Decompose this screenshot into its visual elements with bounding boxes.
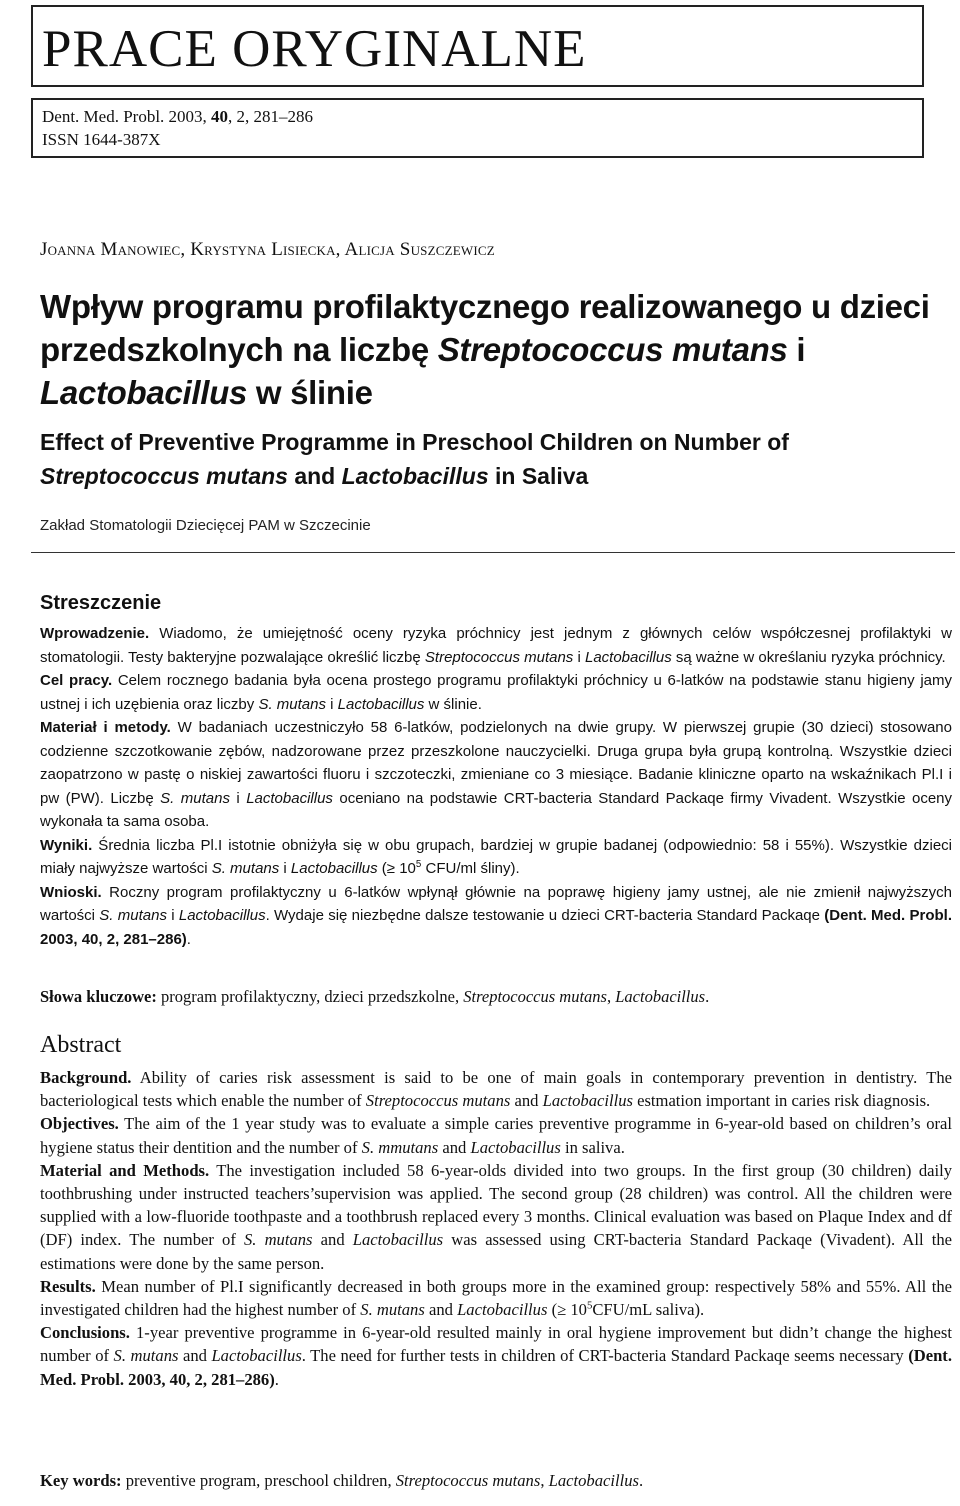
title-pl-species2: Lactobacillus xyxy=(40,374,247,411)
article-title-en xyxy=(40,425,940,493)
title-en-part1: Effect of Preventive Programme in Preschool Children on Number of xyxy=(40,429,789,455)
keywords-pl: Słowa kluczowe: program profilaktyczny, dzieci przedszkolne, Streptococcus mutans, Lactobacillus. xyxy=(40,987,710,1006)
results-paragraph: Results. Mean number of Pl.I significantly decreased in both groups more in the examined group: respectively 58% and 55%. All the investigated children had the highest number of S. mutans and Lactobacillus (≥ $10^5CFU/mL$ saliva). xyxy=(40,1276,952,1320)
section-title: PRACE ORYGINALNE xyxy=(42,20,587,78)
authors: Joanna Manowiec, Krystyna Lisiecka, Alicja Suszczewicz xyxy=(40,239,495,260)
title-pl-part1: Wpływ programu profilaktycznego realizowanego u dzieci przedszkolnych na liczbę xyxy=(40,288,930,368)
wprowadzenie-paragraph: Wprowadzenie. Wiadomo, że umiejętność oceny ryzyka próchnicy jest jednym z głównych celów współczesnej profilaktyki w stomatologii. Testy bakteryjne pozwalające określić liczbę Streptococcus mutans i Lactobacillus są ważne w określaniu ryzyka próchnicy. xyxy=(40,625,952,666)
title-en-part2: in Saliva xyxy=(488,463,589,489)
conclusions-paragraph: Conclusions. 1-year preventive programme in 6-year-old resulted mainly in oral hygiene improvement but didn’t change the highest number of S. mutans and Lactobacillus. The need for further tests in children of CRT-bacteria Standard Packaqe seems necessary (Dent. Med. Probl. 2003, 40, 2, 281–286). xyxy=(40,1323,952,1389)
wyniki-paragraph: Wyniki. Średnia liczba Pl.I istotnie obniżyła się w obu grupach, bardziej w grupie badanej (odpowiednio: 58 i 55%). Wszystkie dzieci miały najwyższe wartości S. mutans i Lactobacillus (≥ $10^5$ CFU/ml śliny). xyxy=(40,836,952,877)
title-pl-part2: w ślinie xyxy=(247,374,373,411)
citation-box xyxy=(31,98,924,158)
streszczenie-body xyxy=(40,622,952,951)
section-title-box xyxy=(31,5,924,87)
background-paragraph: Background. Ability of caries risk assessment is said to be one of main goals in contemporary prevention in dentistry. The bacteriological tests which enable the number of Streptococcus mutans and Lactobacillus estmation important in caries risk diagnosis. xyxy=(40,1068,952,1111)
issn: ISSN 1644-387X xyxy=(42,130,161,149)
title-en-conj: and xyxy=(287,463,342,489)
keywords-en: Key words: preventive program, preschool children, Streptococcus mutans, Lactobacillus. xyxy=(40,1471,644,1490)
article-title-pl xyxy=(40,285,940,414)
journal-citation xyxy=(42,106,313,128)
methods-paragraph: Material and Methods. The investigation included 58 6-year-olds divided into two groups. In the first group (30 children) daily toothbrushing under instructed teachers’supervision was applied. The second group (28 children) was control. All the children were supplied with a low-fluoride toothpaste and a toothbrush replaced every 3 months. Clinical evaluation was based on Plaque Index and df (DF) index. The number of S. mutans and Lactobacillus was assessed using CRT-bacteria Standard Packaqe (Vivadent). All the estimations were done by the same person. xyxy=(40,1160,952,1273)
streszczenie-heading: Streszczenie xyxy=(40,592,162,614)
title-en-species2: Lactobacillus xyxy=(341,463,489,489)
abstract-heading: Abstract xyxy=(40,1032,122,1058)
header-divider xyxy=(31,552,955,553)
title-pl-species1: Streptococcus mutans xyxy=(437,331,788,368)
material-paragraph: Materiał i metody. W badaniach uczestniczyło 58 6-latków, podzielonych na dwie grupy. W pierwszej grupie (30 dzieci) stosowano codzienne szczotkowanie zębów, nadzorowane przez przeszkolone nauczycielki. Druga grupa była grupą kontrolną. Wszystkie dzieci zaopatrzono w pastę o niskiej zawartości fluoru i szczoteczki, zmieniane co 3 miesiące. Badanie kliniczne oparto na wskaźnikach Pl.I i pw (PW). Liczbę S. mutans i Lactobacillus oceniano na podstawie CRT-bacteria Standard Packaqe firmy Vivadent. Wszystkie oceny wykonała ta sama osoba. xyxy=(40,719,953,830)
wnioski-paragraph: Wnioski. Roczny program profilaktyczny u 6-latków wpłynął głównie na poprawę higieny jamy ustnej, ale nie zmienił najwyższych wartości S. mutans i Lactobacillus. Wydaje się niezbędne dalsze testowanie u dzieci CRT-bacteria Standard Packaqe (Dent. Med. Probl. 2003, 40, 2, 281–286). xyxy=(40,883,952,948)
objectives-paragraph: Objectives. The aim of the 1 year study was to evaluate a simple caries preventive programme in 6-year-old based on children’s oral hygiene status their dentition and the number of S. mmutans and Lactobacillus in saliva. xyxy=(40,1114,952,1157)
cel-paragraph: Cel pracy. Celem rocznego badania była ocena prostego programu profilaktyki próchnicy u 6-latków na podstawie stanu higieny jamy ustnej i ich uzębienia oraz liczby S. mutans i Lactobacillus w ślinie. xyxy=(40,672,953,713)
citation-prefix: Dent. Med. Probl. 2003, xyxy=(42,107,212,126)
affiliation: Zakład Stomatologii Dziecięcej PAM w Szczecinie xyxy=(40,517,371,534)
abstract-body xyxy=(40,1066,952,1391)
citation-volume: 40 xyxy=(211,107,229,126)
citation-rest: , 2, 281–286 xyxy=(228,107,314,126)
title-en-species1: Streptococcus mutans xyxy=(40,463,288,489)
title-pl-conj: i xyxy=(787,331,806,368)
